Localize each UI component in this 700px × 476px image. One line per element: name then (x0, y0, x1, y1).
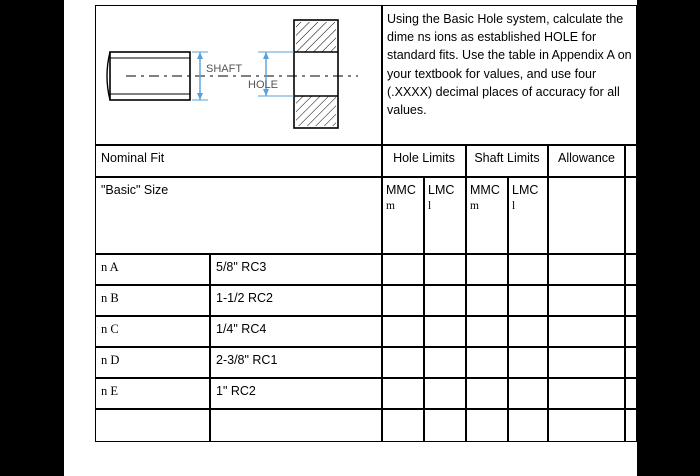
shaft-lmc-header: LMC l (508, 177, 548, 254)
row-fit (210, 409, 382, 442)
row-fit: 1" RC2 (210, 378, 382, 409)
hole-limits-header: Hole Limits (382, 145, 466, 177)
basic-size-header: "Basic" Size (95, 177, 382, 254)
answer-cell (466, 316, 508, 347)
answer-cell (508, 316, 548, 347)
answer-cell (466, 285, 508, 316)
row-label: n E (95, 378, 210, 409)
answer-cell (424, 347, 466, 378)
row-label: n A (95, 254, 210, 285)
answer-cell (548, 316, 625, 347)
nominal-fit-header: Nominal Fit (95, 145, 382, 177)
shaft-limits-header: Shaft Limits (466, 145, 548, 177)
answer-cell (625, 285, 637, 316)
answer-cell (508, 347, 548, 378)
row-label (95, 409, 210, 442)
answer-cell (508, 378, 548, 409)
answer-cell (548, 347, 625, 378)
answer-cell (424, 254, 466, 285)
answer-cell (508, 285, 548, 316)
shaft-hole-diagram (96, 6, 381, 144)
shaft-mmc-header: MMC m (466, 177, 508, 254)
answer-cell (625, 316, 637, 347)
answer-cell (382, 347, 424, 378)
worksheet (64, 0, 637, 476)
row-label: n B (95, 285, 210, 316)
row-fit: 1/4" RC4 (210, 316, 382, 347)
extra-blank-header (625, 177, 637, 254)
answer-cell (382, 409, 424, 442)
hole-lmc-header: LMC l (424, 177, 466, 254)
answer-cell (382, 378, 424, 409)
answer-cell (424, 378, 466, 409)
answer-cell (625, 254, 637, 285)
answer-cell (508, 409, 548, 442)
row-label: n C (95, 316, 210, 347)
answer-cell (548, 254, 625, 285)
row-fit: 1-1/2 RC2 (210, 285, 382, 316)
answer-cell (548, 409, 625, 442)
row-label: n D (95, 347, 210, 378)
fit-diagram-cell (95, 5, 382, 145)
answer-cell (466, 378, 508, 409)
instructions-text: Using the Basic Hole system, calculate the dime ns ions as established HOLE for standard fits. Use the table in Appendix A on your textbook for values, and use four (.XXXX) decimal places of accuracy for all values. (387, 12, 632, 118)
answer-cell (625, 347, 637, 378)
answer-cell (382, 254, 424, 285)
answer-cell (508, 254, 548, 285)
answer-cell (466, 347, 508, 378)
answer-cell (424, 285, 466, 316)
answer-cell (382, 316, 424, 347)
answer-cell (424, 409, 466, 442)
answer-cell (625, 378, 637, 409)
answer-cell (382, 285, 424, 316)
hole-label: HOLE (248, 79, 278, 91)
allowance-header: Allowance (548, 145, 625, 177)
extra-header-cell (625, 145, 637, 177)
instructions-cell (382, 5, 637, 145)
answer-cell (466, 409, 508, 442)
allowance-blank-header (548, 177, 625, 254)
answer-cell (466, 254, 508, 285)
answer-cell (625, 409, 637, 442)
answer-cell (424, 316, 466, 347)
answer-cell (548, 378, 625, 409)
shaft-label: SHAFT (206, 63, 243, 75)
hole-mmc-header: MMC m (382, 177, 424, 254)
row-fit: 5/8" RC3 (210, 254, 382, 285)
row-fit: 2-3/8" RC1 (210, 347, 382, 378)
answer-cell (548, 285, 625, 316)
